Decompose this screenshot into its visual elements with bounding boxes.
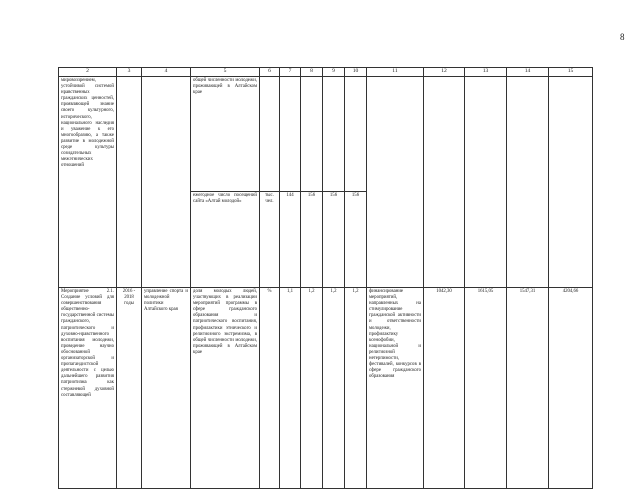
header-cell: 4 (142, 68, 191, 77)
header-cell: 3 (117, 68, 142, 77)
unit-cell: % (260, 288, 280, 489)
event-description-cell: Мероприятие 2.1. Создание условий для совершенствования общественно-государственной системы гражданского, патриотического и духовно-нравственного воспитания молодежи, проведение научно обоснованной организаторской и пропагандистской деятельности с целью дальнейшего развития патриотизма как стержневой духовной составляющей (59, 288, 117, 489)
header-cell: 13 (465, 68, 507, 77)
empty-cell (424, 77, 465, 288)
table-row-event (59, 288, 593, 489)
page-number: 8 (620, 32, 625, 42)
empty-cell (260, 77, 280, 192)
empty-cell (367, 77, 424, 288)
empty-cell (345, 77, 367, 192)
header-cell: 10 (345, 68, 367, 77)
header-cell: 14 (507, 68, 549, 77)
header-cell: 5 (191, 68, 260, 77)
empty-cell (280, 77, 301, 192)
header-cell: 8 (301, 68, 323, 77)
header-cell: 15 (549, 68, 593, 77)
header-cell: 2 (59, 68, 117, 77)
value-cell: 156 (345, 192, 367, 288)
header-cell: 9 (323, 68, 345, 77)
unit-cell: тыс. чел. (260, 192, 280, 288)
empty-cell (465, 77, 507, 288)
value-cell: 1,1 (280, 288, 301, 489)
value-cell: 144 (280, 192, 301, 288)
goal-description-cell: мировоззрением, устойчивой системой нравственных гражданских ценностей, проявляющей знание своего культурного, исторического, национального наследия и уважение к его многообразию, а также развитие в молодежной среде культуры созидательных межэтнических отношений (59, 77, 117, 288)
table-row-continued (59, 77, 593, 192)
empty-cell (549, 77, 593, 288)
amount-cell: 1615,05 (465, 288, 507, 489)
empty-cell (323, 77, 345, 192)
value-cell: 156 (301, 192, 323, 288)
empty-cell (142, 77, 191, 288)
amount-cell: 1547,31 (507, 288, 549, 489)
period-cell: 2016 - 2018 годы (117, 288, 142, 489)
header-cell: 7 (280, 68, 301, 77)
empty-cell (117, 77, 142, 288)
value-cell: 156 (323, 192, 345, 288)
indicator-cell-b: ежегодное число посещений сайта «Алтай молодой» (191, 192, 260, 288)
amount-cell: 4204,66 (549, 288, 593, 489)
value-cell: 1,2 (345, 288, 367, 489)
header-cell: 12 (424, 68, 465, 77)
header-row (59, 68, 593, 77)
amount-cell: 1042,30 (424, 288, 465, 489)
executor-cell: управление спорта и молодежной политики Алтайского края (142, 288, 191, 489)
indicator-cell: доля молодых людей, участвующих в реализации мероприятий программы в сфере гражданского образования и патриотического воспитания, профилактики этнического и религиозного экстремизма, в общей численности молодежи, проживающей в Алтайском крае (191, 288, 260, 489)
empty-cell (507, 77, 549, 288)
empty-cell (301, 77, 323, 192)
header-cell: 11 (367, 68, 424, 77)
program-table (58, 67, 593, 489)
value-cell: 1,2 (301, 288, 323, 489)
value-cell: 1,2 (323, 288, 345, 489)
header-cell: 6 (260, 68, 280, 77)
indicator-cell-a: общей численности молодежи, проживающей в Алтайском крае (191, 77, 260, 192)
financing-description-cell: финансирование мероприятий, направленных на стимулирование гражданской активности и ответственности молодежи, профилактику ксенофобии, национальной и религиозной нетерпимости, фестивалей, конкурсов в сфере гражданского образования (367, 288, 424, 489)
